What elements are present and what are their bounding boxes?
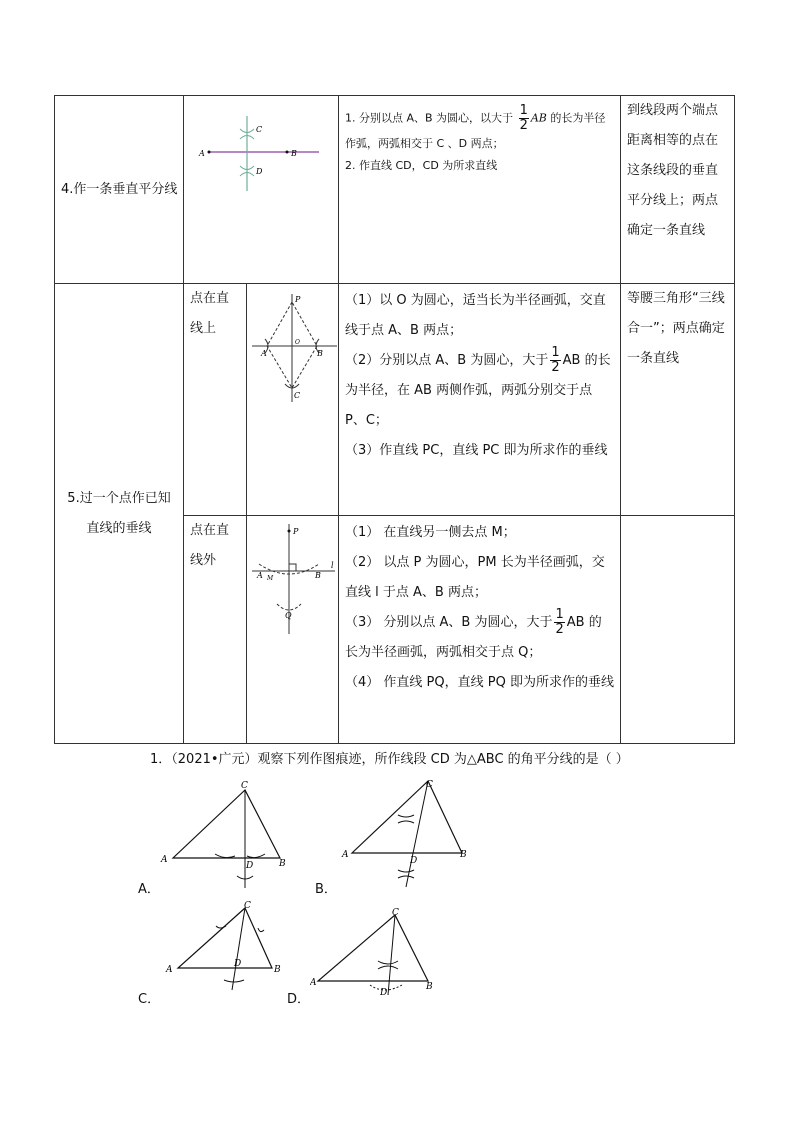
row5b-case-text: 点在直线外	[190, 523, 230, 568]
opt-d-label-d: D	[380, 988, 388, 998]
row5a-step3: （3）作直线 PC，直线 PC 即为所求作的垂线	[345, 443, 608, 458]
question-text: 1．（2021•广元）观察下列作图痕迹，所作线段 CD 为△ABC 的角平分线的是（ ）	[150, 752, 629, 767]
perp-on-line-figure	[247, 284, 339, 404]
opt-b-label-a: A	[342, 850, 349, 860]
option-a-figure	[155, 780, 295, 890]
option-d-figure	[310, 905, 445, 1000]
opt-b-label-b: B	[460, 850, 467, 860]
option-b-label[interactable]: B．	[315, 882, 337, 897]
opt-c-label-c: C	[244, 901, 251, 911]
row5a-step2-a: （2）分别以点 A、B 为圆心，大于	[345, 353, 549, 368]
opt-a-label-a: A	[161, 855, 168, 865]
label-c: C	[256, 125, 263, 134]
row5a-reason-text: 等腰三角形“三线合一”；两点确定一条直线	[627, 291, 725, 366]
label-a2: A	[261, 349, 267, 358]
option-c-label[interactable]: C．	[138, 992, 161, 1007]
opt-b-label-c: C	[426, 780, 433, 790]
row4-reason-text: 到线段两个端点距离相等的点在这条线段的垂直平分线上；两点确定一条直线	[627, 103, 719, 238]
option-b-figure	[340, 775, 475, 890]
half-fraction-2: $\frac{1}{2}$	[551, 345, 560, 375]
option-c-figure	[160, 900, 290, 995]
row5-title	[55, 284, 184, 744]
perp-off-line-figure	[247, 516, 339, 636]
label-b2: B	[317, 349, 323, 358]
row5b-step2: （2） 以点 P 为圆心，PM 长为半径画弧，交直线 l 于点 A、B 两点；	[345, 555, 605, 600]
opt-a-label-c: C	[241, 781, 248, 791]
option-a-label[interactable]: A．	[138, 882, 160, 897]
label-d: D	[256, 167, 263, 176]
half-fraction: $\frac{1}{2}$	[519, 103, 528, 133]
label-q: Q	[285, 611, 292, 620]
opt-c-label-b: B	[274, 965, 281, 975]
row5b-reason-empty	[621, 516, 735, 744]
row5a-steps	[339, 284, 621, 516]
perpendicular-bisector-figure	[184, 96, 339, 216]
opt-a-label-b: B	[279, 859, 286, 869]
label-b: B	[291, 149, 297, 158]
row5a-case-text: 点在直线上	[190, 291, 230, 336]
row4-title-text: 4.作一条垂直平分线	[61, 181, 178, 197]
opt-c-label-d: D	[234, 959, 242, 969]
row5b-step4: （4） 作直线 PQ，直线 PQ 即为所求作的垂线	[345, 675, 614, 690]
row4-frac-var: AB	[530, 111, 547, 125]
row5b-step3-b: AB 的长为半径画弧，两弧相交于点 Q；	[345, 615, 602, 660]
row5-title-text: 5.过一个点作已知直线的垂线	[67, 490, 171, 536]
row4-step1-a: 1. 分别以点 A、B 为圆心，以大于	[345, 111, 514, 125]
row5a-reason	[621, 284, 735, 516]
row5b-step1: （1） 在直线另一侧去点 M；	[345, 525, 516, 540]
row4-figure-cell	[184, 96, 339, 284]
label-b3: B	[315, 571, 321, 580]
label-c2: C	[294, 391, 301, 400]
label-l: l	[331, 561, 334, 570]
label-a: A	[199, 149, 205, 158]
row4-steps	[339, 96, 621, 284]
row4-title	[55, 96, 184, 284]
opt-d-label-a: A	[310, 978, 317, 988]
construction-table	[54, 95, 735, 744]
label-a3: A	[257, 571, 263, 580]
label-p2: P	[293, 527, 299, 536]
opt-d-label-c: C	[392, 908, 399, 918]
row4-step2: 2. 作直线 CD，CD 为所求直线	[345, 159, 498, 172]
half-fraction-3: $\frac{1}{2}$	[555, 607, 564, 637]
row5b-case	[184, 516, 247, 744]
row4-reason	[621, 96, 735, 284]
row5b-step3-a: （3） 分别以点 A、B 为圆心，大于	[345, 615, 553, 630]
row4-step1-b: 的长为半径作弧，两弧相交于 C 、D 两点；	[345, 111, 606, 150]
row5b-steps	[339, 516, 621, 744]
row5b-figure-cell	[247, 516, 339, 744]
opt-a-label-d: D	[246, 861, 254, 871]
label-o: O	[295, 339, 300, 346]
row5a-case	[184, 284, 247, 516]
opt-d-label-b: B	[426, 982, 433, 992]
opt-c-label-a: A	[166, 965, 173, 975]
label-m: M	[267, 575, 274, 582]
row5a-step2-b: AB 的长为半径，在 AB 两侧作弧，两弧分别交于点 P、C；	[345, 353, 611, 428]
option-d-label[interactable]: D．	[287, 992, 311, 1007]
label-p: P	[295, 295, 301, 304]
opt-b-label-d: D	[410, 856, 418, 866]
row5a-figure-cell	[247, 284, 339, 516]
row5a-step1: （1）以 O 为圆心，适当长为半径画弧，交直线于点 A、B 两点；	[345, 293, 606, 338]
